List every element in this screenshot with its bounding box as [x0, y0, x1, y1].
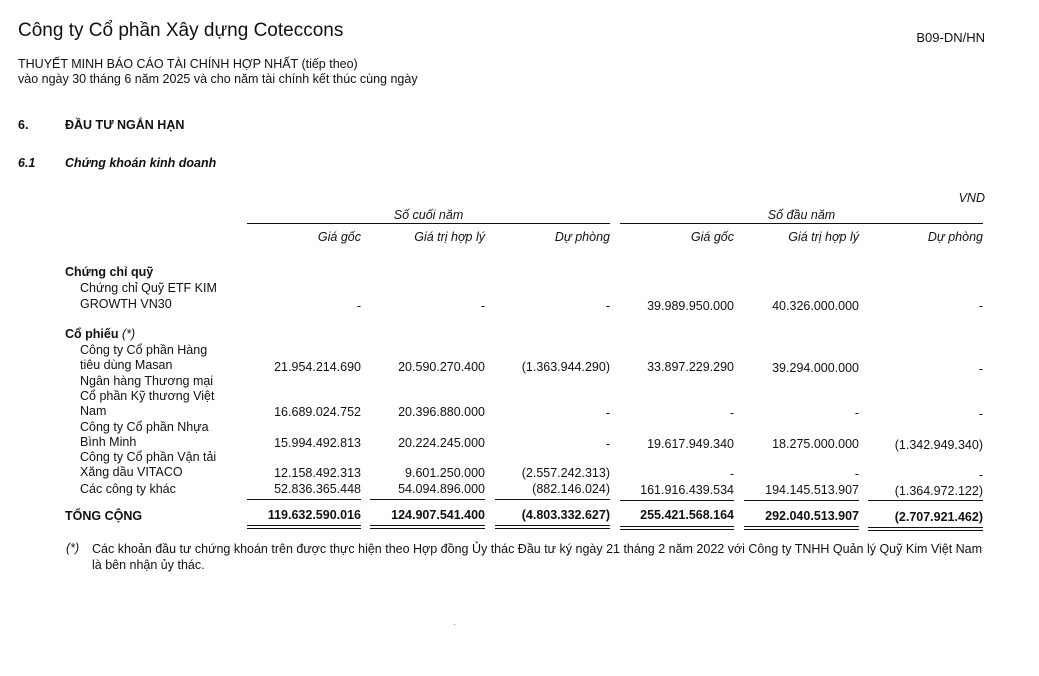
- group-header-beginning-of-year: Số đầu năm: [767, 208, 836, 222]
- total-double-rule: [370, 528, 485, 529]
- total-double-rule: [620, 526, 734, 527]
- row-label: Chứng chỉ Quỹ ETF KIM: [80, 281, 217, 295]
- section-title: ĐẦU TƯ NGẮN HẠN: [65, 118, 185, 132]
- total-cell: (4.803.332.627): [521, 508, 610, 522]
- col-header-provision-begin: Dự phòng: [927, 230, 983, 244]
- currency-unit: VND: [958, 191, 985, 205]
- total-double-rule: [620, 529, 734, 530]
- row-label: GROWTH VN30: [80, 297, 172, 311]
- group-header-end-of-year: Số cuối năm: [393, 208, 464, 222]
- table-cell: 194.145.513.907: [765, 483, 859, 497]
- total-label: TỔNG CỘNG: [65, 509, 143, 523]
- table-cell: (1.363.944.290): [521, 360, 610, 374]
- page-mark: -: [453, 620, 456, 629]
- table-cell: 9.601.250.000: [405, 466, 485, 480]
- total-cell: 119.632.590.016: [267, 508, 361, 522]
- row-label: Ngân hàng Thương mại: [80, 374, 214, 388]
- table-cell: 20.224.245.000: [398, 436, 485, 450]
- group-label-shares: [65, 327, 135, 341]
- table-cell: 16.689.024.752: [274, 405, 361, 419]
- table-cell: 161.916.439.534: [640, 483, 734, 497]
- col-header-cost-begin: Giá gốc: [690, 230, 734, 244]
- table-cell: 33.897.229.290: [647, 360, 734, 374]
- table-cell: 39.989.950.000: [647, 299, 734, 313]
- table-cell: -: [854, 467, 859, 481]
- table-cell: 20.590.270.400: [398, 360, 485, 374]
- table-cell: (882.146.024): [532, 482, 610, 496]
- subtotal-rule: [744, 500, 859, 501]
- table-cell: -: [605, 437, 610, 451]
- row-label: Cổ phần Kỹ thương Việt: [80, 389, 215, 403]
- table-cell: (1.364.972.122): [894, 484, 983, 498]
- table-cell: 52.836.365.448: [274, 482, 361, 496]
- row-label: Nam: [80, 404, 107, 418]
- table-cell: -: [854, 406, 859, 420]
- table-cell: 12.158.492.313: [274, 466, 361, 480]
- company-name: Công ty Cổ phần Xây dựng Coteccons: [18, 20, 344, 41]
- table-cell: 19.617.949.340: [647, 437, 734, 451]
- total-double-rule: [744, 526, 859, 527]
- report-period: vào ngày 30 tháng 6 năm 2025 và cho năm tài chính kết thúc cùng ngày: [18, 72, 418, 86]
- table-cell: -: [978, 407, 983, 421]
- total-cell: 124.907.541.400: [391, 508, 485, 522]
- total-double-rule: [744, 529, 859, 530]
- form-code: B09-DN/HN: [916, 30, 985, 45]
- row-label: tiêu dùng Masan: [80, 358, 173, 372]
- row-label: Công ty Cổ phần Nhựa: [80, 420, 209, 434]
- table-cell: -: [978, 362, 983, 376]
- subsection-title: Chứng khoán kinh doanh: [65, 156, 217, 170]
- col-header-fair-value-begin: Giá trị hợp lý: [788, 230, 859, 244]
- section-number: 6.: [18, 118, 29, 132]
- total-cell: 292.040.513.907: [765, 509, 859, 523]
- table-cell: -: [729, 406, 734, 420]
- total-cell: 255.421.568.164: [640, 508, 734, 522]
- row-label: Bình Minh: [80, 435, 137, 449]
- total-double-rule: [495, 525, 610, 526]
- col-header-fair-value-end: Giá trị hợp lý: [414, 230, 485, 244]
- table-cell: -: [480, 299, 485, 313]
- subtotal-rule: [620, 500, 734, 501]
- total-double-rule: [247, 528, 361, 529]
- table-cell: 40.326.000.000: [772, 299, 859, 313]
- group-label-fund: Chứng chỉ quỹ: [65, 265, 154, 279]
- table-cell: (1.342.949.340): [894, 438, 983, 452]
- subtotal-rule: [370, 499, 485, 500]
- row-label: Công ty Cổ phần Vận tải: [80, 450, 217, 464]
- total-double-rule: [868, 530, 983, 531]
- table-cell: -: [605, 299, 610, 313]
- table-cell: 39.294.000.000: [772, 361, 859, 375]
- subtotal-rule: [247, 499, 361, 500]
- total-cell: (2.707.921.462): [894, 510, 983, 524]
- footnote-text: Các khoản đầu tư chứng khoán trên được thực hiện theo Hợp đồng Ủy thác Đầu tư ký ngày 21 tháng 2 năm 2022 với Công ty TNHH Quản lý Quỹ Kim Việt Nam là bên nhận ủy thác.: [92, 542, 983, 572]
- group-underline-end: [247, 223, 610, 224]
- total-double-rule: [868, 527, 983, 528]
- subtotal-rule: [495, 499, 610, 500]
- table-cell: 18.275.000.000: [772, 437, 859, 451]
- total-double-rule: [370, 525, 485, 526]
- table-cell: -: [978, 468, 983, 482]
- footnote-marker: (*): [121, 327, 136, 341]
- table-cell: -: [729, 467, 734, 481]
- table-cell: -: [356, 299, 361, 313]
- row-label: Công ty Cổ phần Hàng: [80, 343, 208, 357]
- subtotal-rule: [868, 500, 983, 501]
- row-label: Xăng dầu VITACO: [80, 465, 183, 479]
- table-cell: 21.954.214.690: [274, 360, 361, 374]
- table-cell: -: [978, 299, 983, 313]
- group-underline-begin: [620, 223, 983, 224]
- table-cell: -: [605, 406, 610, 420]
- group-label-shares-text: Cổ phiếu: [65, 327, 119, 341]
- table-cell: 20.396.880.000: [398, 405, 485, 419]
- table-cell: (2.557.242.313): [521, 466, 610, 480]
- footnote-marker: (*): [66, 541, 80, 555]
- total-double-rule: [247, 525, 361, 526]
- report-title: THUYẾT MINH BÁO CÁO TÀI CHÍNH HỢP NHẤT (tiếp theo): [18, 57, 358, 71]
- table-cell: 15.994.492.813: [274, 436, 361, 450]
- table-cell: 54.094.896.000: [398, 482, 485, 496]
- row-label: Các công ty khác: [80, 482, 176, 496]
- total-double-rule: [495, 528, 610, 529]
- subsection-number: 6.1: [18, 156, 36, 170]
- col-header-provision-end: Dự phòng: [554, 230, 610, 244]
- col-header-cost-end: Giá gốc: [317, 230, 361, 244]
